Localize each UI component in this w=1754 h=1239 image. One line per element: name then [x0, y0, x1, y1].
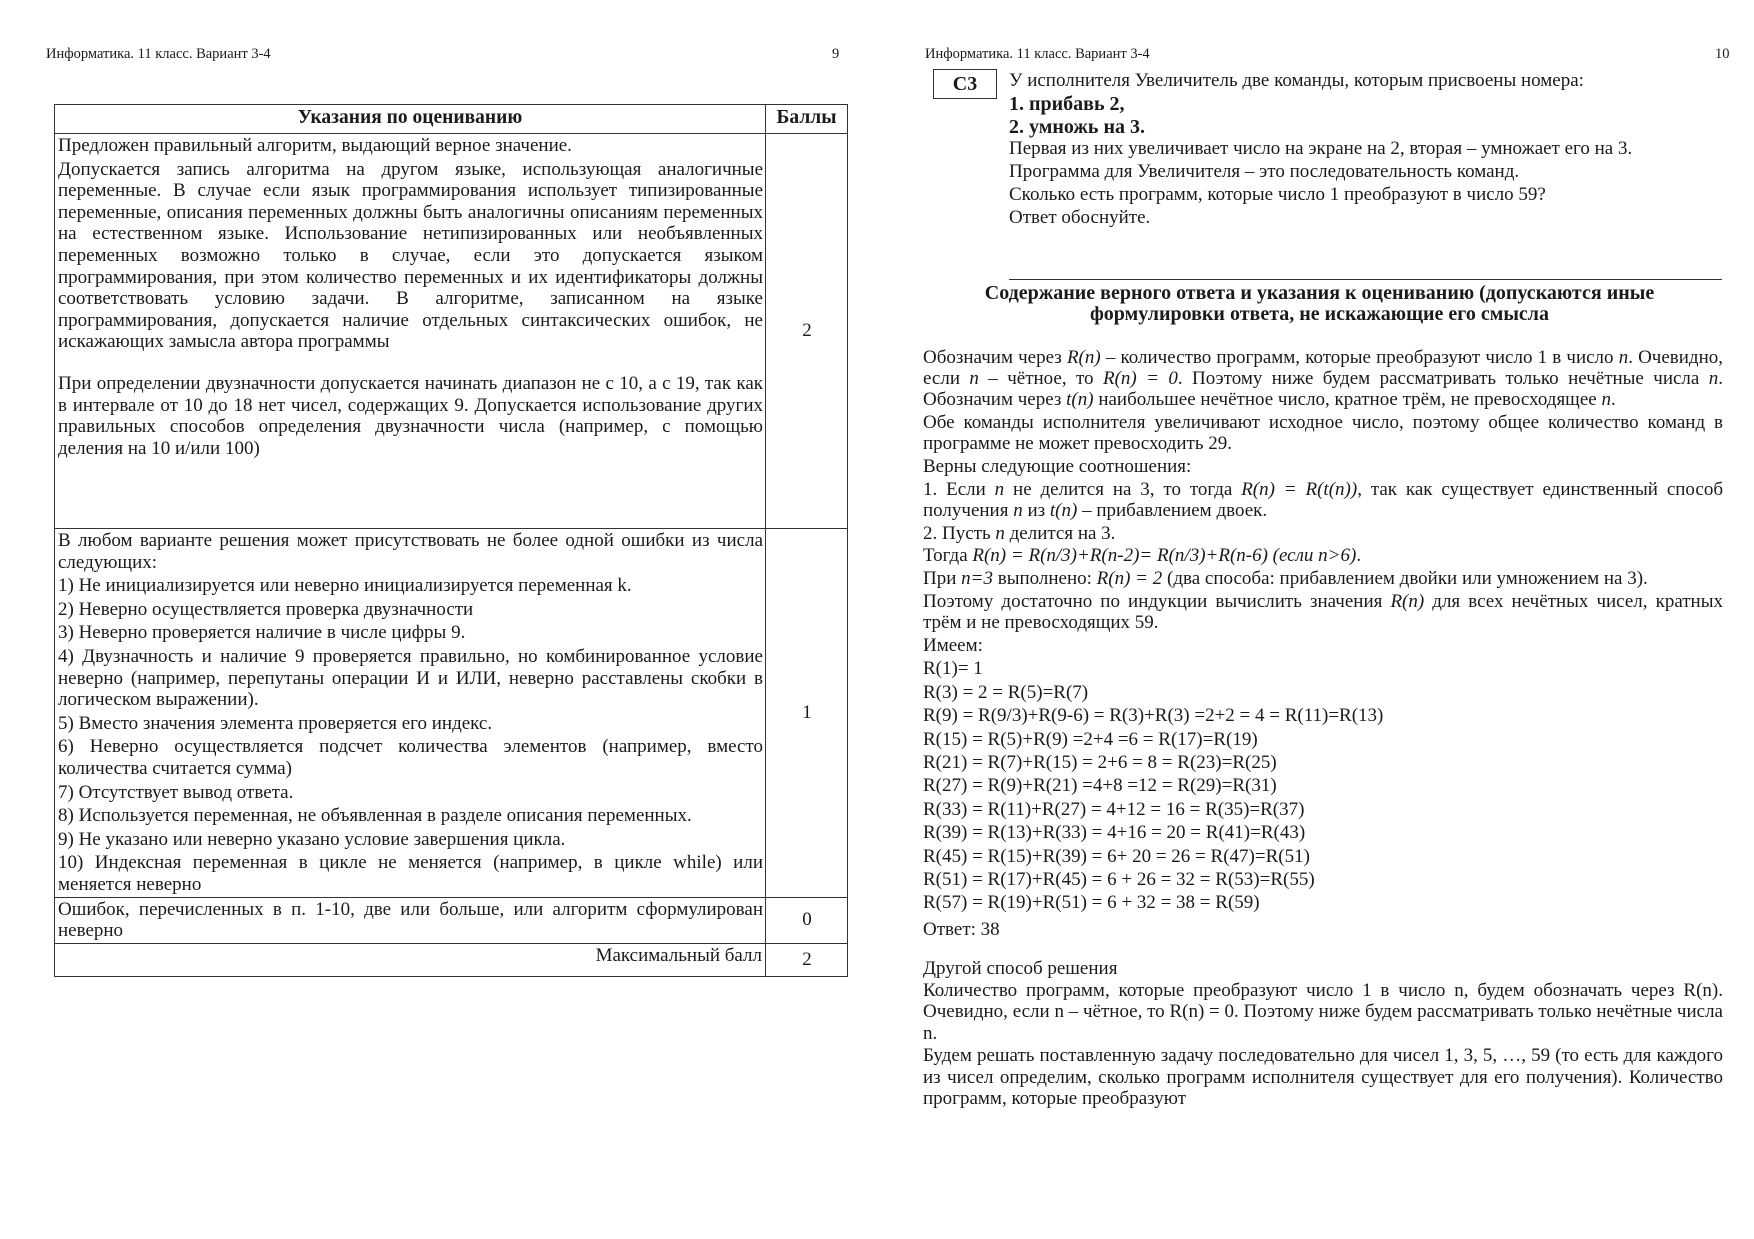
error-item: 2) Неверно осуществляется проверка двузначности: [58, 598, 474, 620]
grading-table: [54, 104, 848, 977]
equation-line: R(21) = R(7)+R(15) = 2+6 = 8 = R(23)=R(25): [923, 751, 1277, 773]
answer-paragraph: Имеем:: [923, 634, 983, 656]
table-row: [55, 134, 848, 529]
table-row: [55, 897, 848, 943]
score-cell: 2: [766, 134, 848, 529]
equation-line: R(51) = R(17)+R(45) = 6 + 26 = 32 = R(53)=R(55): [923, 869, 1315, 890]
criteria-text: Ошибок, перечисленных в п. 1-10, две или больше, или алгоритм сформулирован неверно: [58, 898, 763, 942]
error-item: 4) Двузначность и наличие 9 проверяется правильно, но комбинированное условие неверно (например, перепутаны операции И и ИЛИ, неверно расставлены скобки в логическом выражении).: [58, 645, 763, 711]
answer-body: [923, 347, 1723, 1110]
max-score-row: [55, 943, 848, 976]
criteria-cell: [55, 529, 766, 898]
answer-paragraph: Обозначим через R(n) – количество программ, которые преобразуют число 1 в число n. Очевидно, если n – чётное, то R(n) = 0. Поэтому ниже будем рассматривать только нечётные числа n. Обозначим через t(n) наибольшее нечётное число, кратное трём, не превосходящее n.: [923, 347, 1724, 411]
answer-heading: Содержание верного ответа и указания к оцениванию (допускаются иные формулировки ответа, не искажающие его смысла: [984, 282, 1655, 325]
alt-solution-title: Другой способ решения: [923, 957, 1118, 979]
error-item: 5) Вместо значения элемента проверяется его индекс.: [58, 712, 493, 734]
task-text: Программа для Увеличителя – это последовательность команд.: [1009, 161, 1520, 183]
error-item: 7) Отсутствует вывод ответа.: [58, 781, 294, 803]
error-item: 8) Используется переменная, не объявленная в разделе описания переменных.: [58, 805, 692, 827]
equation-line: R(33) = R(11)+R(27) = 4+12 = 16 = R(35)=R(37): [923, 798, 1305, 820]
page-number: 9: [832, 46, 840, 62]
equation-line: R(1)= 1: [923, 658, 983, 680]
max-score-label: Максимальный балл: [55, 943, 766, 976]
criteria-text: В любом варианте решения может присутствовать не более одной ошибки из числа следующих:: [58, 530, 763, 573]
criteria-text: Допускается запись алгоритма на другом языке, использующая аналогичные переменные. В случае если язык программирования использует типизированные переменные, описания переменных должны быть аналогичны описаниям переменных на естественном языке. Использование нетипизированных или необъявленных переменных возможно только в случае, если это допускается языком программирования, при этом количество переменных и их идентификаторы должны соответствовать условию задачи. В алгоритме, записанном на языке программирования, допускается наличие отдельных синтаксических ошибок, не искажающих замысла автора программы: [58, 158, 763, 353]
criteria-text: При определении двузначности допускается начинать диапазон не с 10, а с 19, так как в интервале от 10 до 18 нет чисел, содержащих 9. Допускается использование других правильных способов определения двузначности числа (например, с помощью деления на 10 и/или 100): [58, 372, 763, 459]
task-text: Ответ обоснуйте.: [1009, 206, 1151, 228]
table-row: [55, 529, 848, 898]
running-header: Информатика. 11 класс. Вариант 3-4: [925, 46, 1150, 62]
equation-line: R(9) = R(9/3)+R(9-6) = R(3)+R(3) =2+2 = 4 = R(11)=R(13): [923, 705, 1384, 727]
error-item: 3) Неверно проверяется наличие в числе цифры 9.: [58, 622, 466, 644]
answer-paragraph: Верны следующие соотношения:: [923, 456, 1192, 478]
task-label: C3: [933, 69, 997, 99]
answer-paragraph: Количество программ, которые преобразуют число 1 в число n, будем обозначать через R(n). Очевидно, если n – чётное, то R(n) = 0. Поэтому ниже будем рассматривать только нечётные числа n.: [923, 980, 1723, 1044]
answer-paragraph: При n=3 выполнено: R(n) = 2 (два способа: прибавлением двойки или умножением на 3).: [923, 568, 1648, 590]
running-header: Информатика. 11 класс. Вариант 3-4: [46, 46, 271, 62]
criteria-cell: [55, 897, 766, 943]
error-item: 9) Не указано или неверно указано условие завершения цикла.: [58, 828, 566, 850]
criteria-header: Указания по оцениванию: [55, 105, 766, 134]
score-header: Баллы: [766, 105, 848, 134]
final-answer: Ответ: 38: [923, 918, 1000, 940]
right-page: [877, 0, 1754, 1239]
equation-line: R(3) = 2 = R(5)=R(7): [923, 681, 1089, 703]
criteria-text: Предложен правильный алгоритм, выдающий верное значение.: [58, 135, 572, 156]
command-1: 1. прибавь 2,: [1009, 92, 1125, 115]
task-text: Сколько есть программ, которые число 1 преобразуют в число 59?: [1009, 183, 1546, 205]
equation-line: R(39) = R(13)+R(33) = 4+16 = 20 = R(41)=R(43): [923, 822, 1306, 844]
equation-line: R(15) = R(5)+R(9) =2+4 =6 = R(17)=R(19): [923, 728, 1258, 750]
answer-paragraph: Будем решать поставленную задачу последовательно для чисел 1, 3, 5, …, 59 (то есть для каждого из чисел определим, сколько программ исполнителя существует для его получения). Количество программ, которые преобразуют: [923, 1045, 1723, 1109]
max-score-value: 2: [766, 943, 848, 976]
table-header-row: [55, 105, 848, 134]
answer-paragraph: 1. Если n не делится на 3, то тогда R(n) = R(t(n)), так как существует единственный способ получения n из t(n) – прибавлением двоек.: [923, 478, 1723, 521]
answer-paragraph: Обе команды исполнителя увеличивают исходное число, поэтому общее количество команд в программе не может превосходить 29.: [923, 412, 1723, 455]
equation-line: R(57) = R(19)+R(51) = 6 + 32 = 38 = R(59): [923, 892, 1260, 914]
answer-paragraph: Поэтому достаточно по индукции вычислить значения R(n) для всех нечётных чисел, кратных трём и не превосходящих 59.: [923, 590, 1723, 633]
equation-line: R(27) = R(9)+R(21) =4+8 =12 = R(29)=R(31): [923, 775, 1277, 797]
error-item: 10) Индексная переменная в цикле не меняется (например, в цикле while) или меняется неверно: [58, 852, 763, 895]
command-2: 2. умножь на 3.: [1009, 115, 1145, 138]
error-item: 6) Неверно осуществляется подсчет количества элементов (например, вместо количества считается сумма): [58, 736, 763, 779]
error-item: 1) Не инициализируется или неверно инициализируется переменная k.: [58, 575, 632, 597]
answer-paragraph: 2. Пусть n делится на 3.: [923, 522, 1116, 544]
page-number: 10: [1715, 46, 1730, 62]
task-text: У исполнителя Увеличитель две команды, которым присвоены номера:: [1009, 70, 1584, 91]
divider: [1009, 279, 1722, 280]
criteria-cell: [55, 134, 766, 529]
equation-line: R(45) = R(15)+R(39) = 6+ 20 = 26 = R(47)=R(51): [923, 845, 1310, 867]
task-statement: [1009, 70, 1718, 230]
task-text: Первая из них увеличивает число на экране на 2, вторая – умножает его на 3.: [1009, 138, 1633, 160]
score-cell: 1: [766, 529, 848, 898]
score-cell: 0: [766, 897, 848, 943]
answer-paragraph: Тогда R(n) = R(n/3)+R(n-2)= R(n/3)+R(n-6) (если n>6).: [923, 545, 1362, 567]
